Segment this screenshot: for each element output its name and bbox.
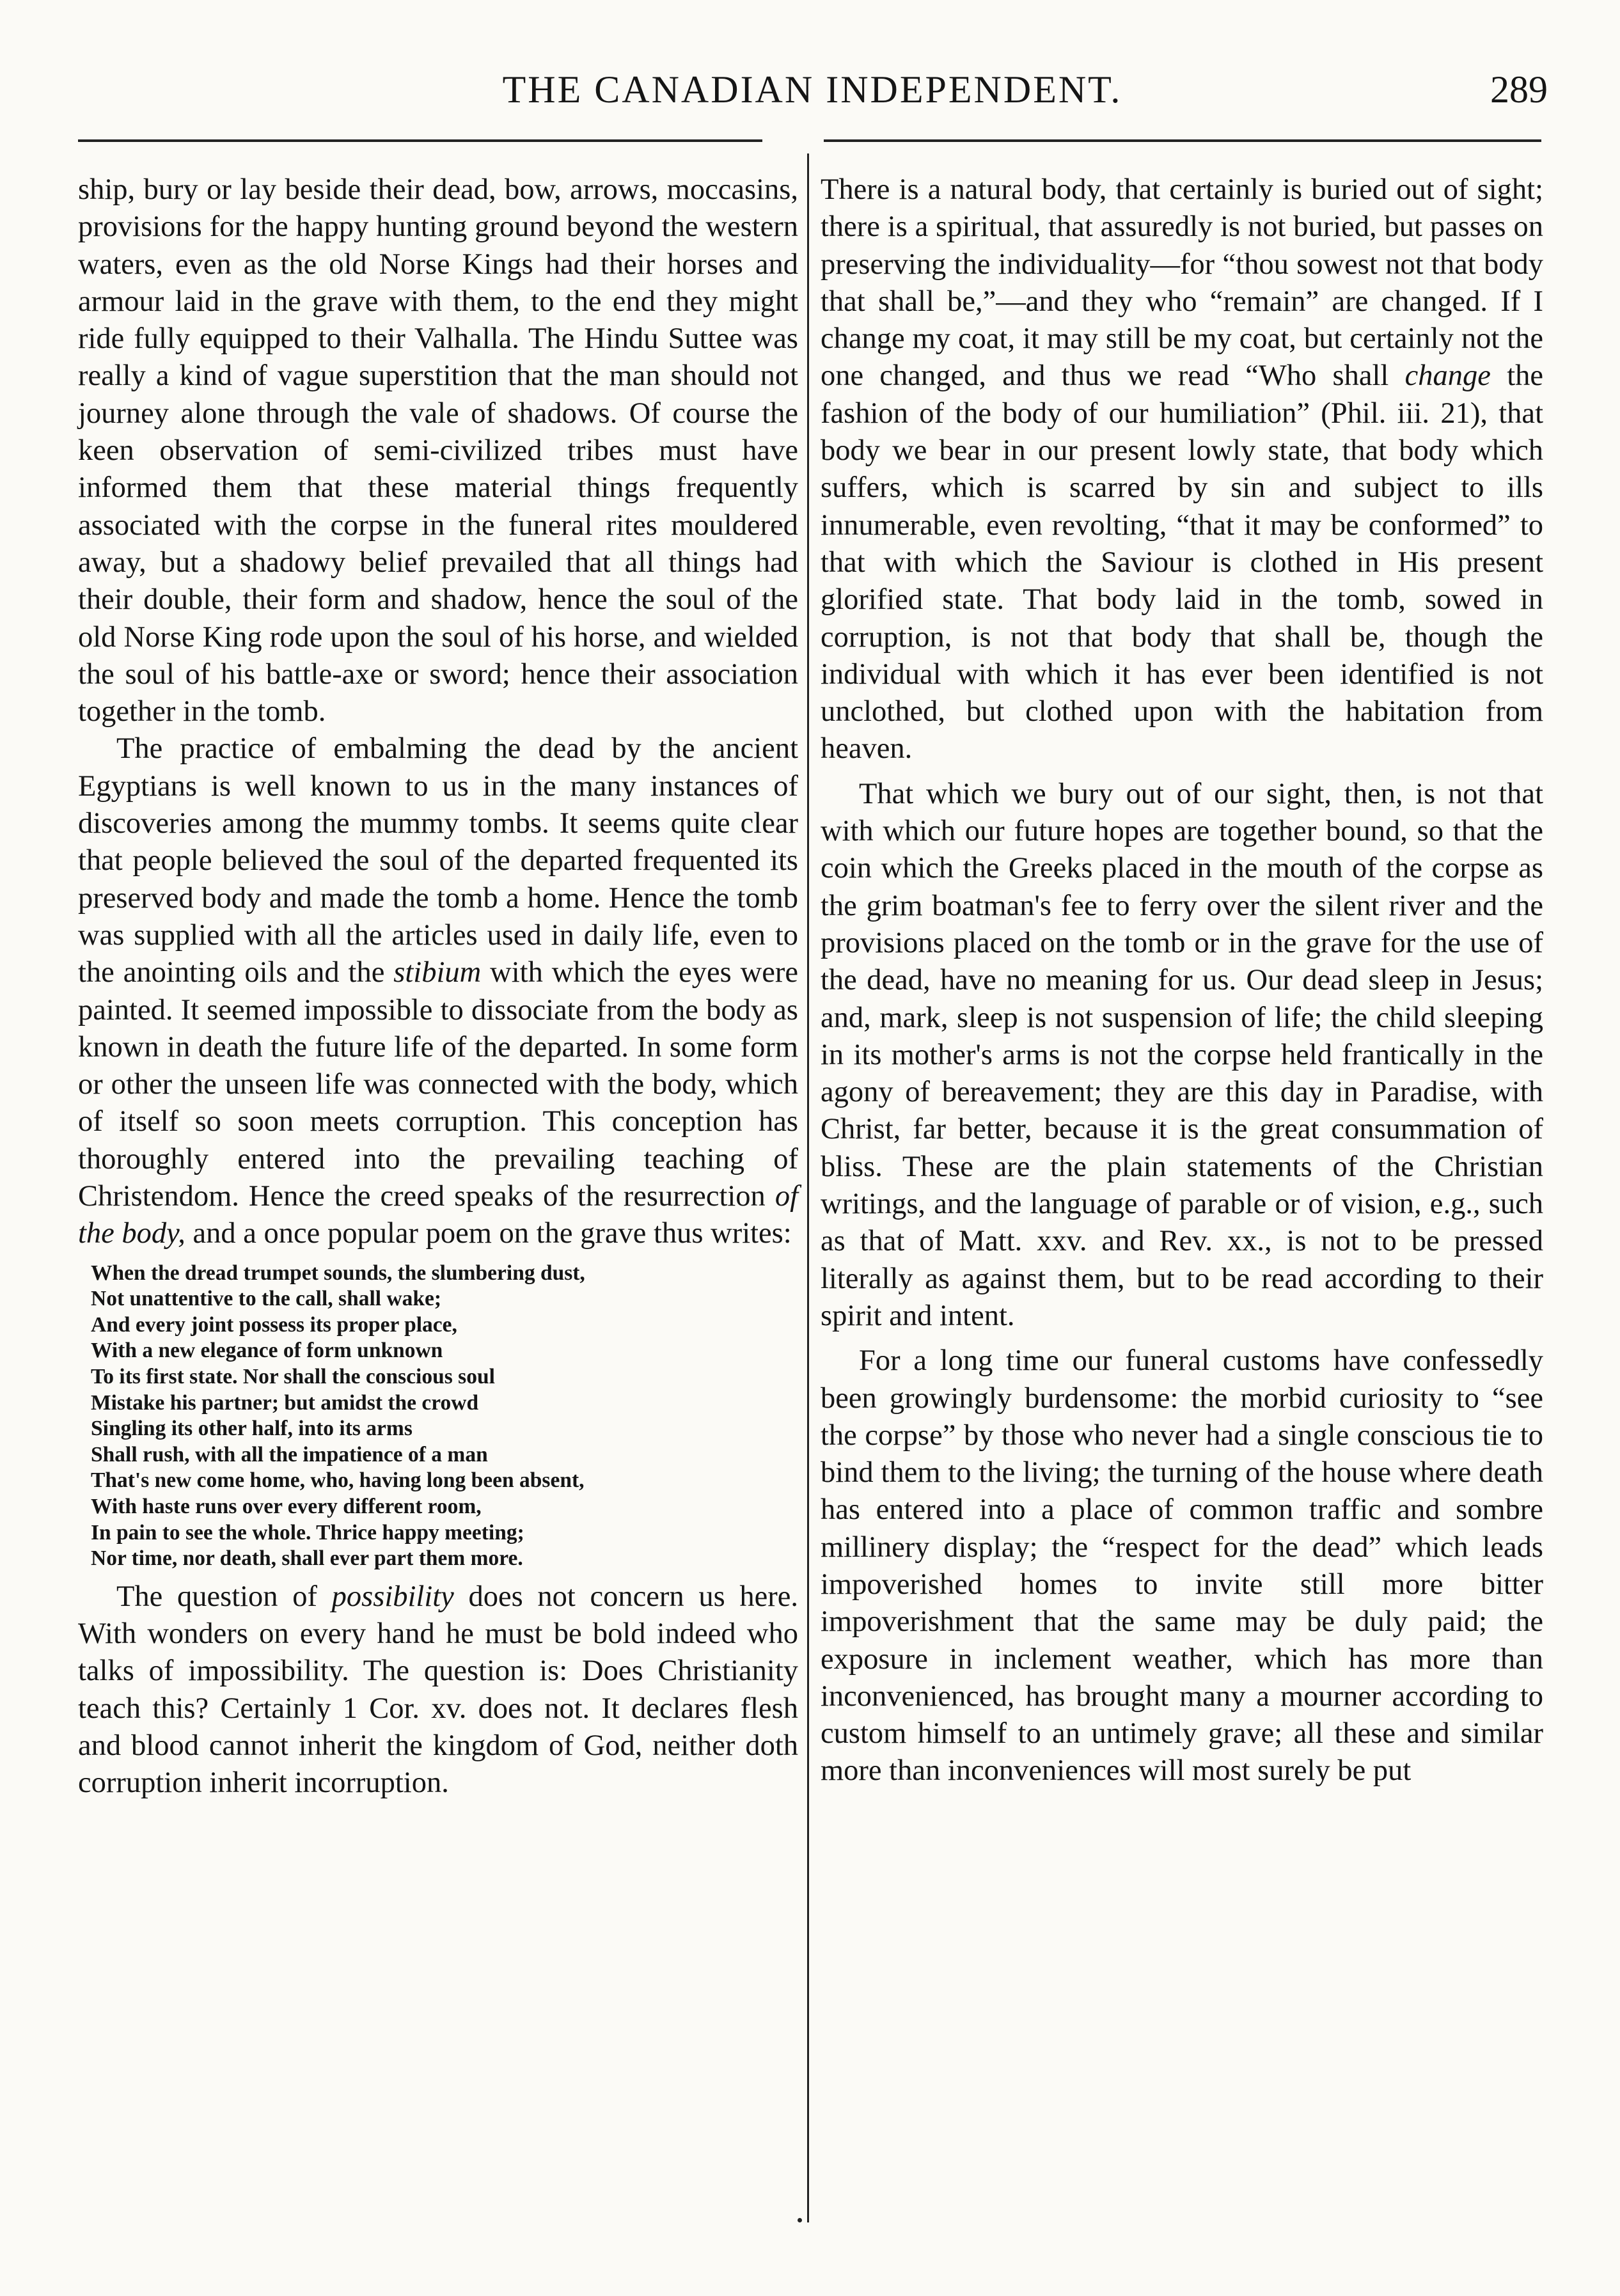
journal-title: THE CANADIAN INDEPENDENT. [502, 68, 1122, 111]
verse-line: And every joint possess its proper place, [91, 1312, 457, 1337]
paragraph: ship, bury or lay beside their dead, bow, arrows, moccasins, provisions for the happy hunting ground beyond the western waters, even as the old Norse Kings had their horses and armour laid in the grave with them, to the end they might ride fully equipped to their Valhalla. The Hindu Suttee was really a kind of vague superstition that the man should not journey alone through the vale of shadows. Of course the keen observation of semi-civilized tribes must have informed them that these material things frequently associated with the corpse in the funeral rites mouldered away, but a shadowy belief prevailed that all things had their double, their form and shadow, hence the soul of the old Norse King rode upon the soul of his horse, and wielded the soul of his battle-axe or sword; hence their association together in the tomb. [78, 173, 798, 728]
verse-line: Nor time, nor death, shall ever part them more. [91, 1546, 523, 1571]
text-run: The practice of embalming the dead by the ancient Egyptians is well known to us in the many instances of discoveries among the mummy tombs. It seems quite clear that people believed the soul of the departed frequented its preserved body and made the tomb a home. Hence the tomb was supplied with all the articles used in daily life, even to the anointing oils and the [78, 732, 798, 989]
text-run: There is a natural body, that certainly is buried out of sight; there is a spiritual, that assuredly is not buried, but passes on preserving the individuality—for “thou sowest not that body that shall be,”—and they who “remain” are changed. If I change my coat, it may still be my coat, but certainly not the one changed, and thus we read “Who shall [821, 173, 1543, 393]
text-run: does not concern us here. With wonders on every hand he must be bold indeed who talks of impossibility. The question is: Does Christianity teach this? Certainly 1 Cor. xv. does not. It declares flesh and blood cannot inherit the kingdom of God, neither doth corruption inherit incorruption. [78, 1580, 798, 1800]
verse-line: With a new elegance of form unknown [91, 1339, 443, 1363]
text-run: and a once popular poem on the grave thus writes: [185, 1217, 792, 1250]
paragraph [78, 1578, 798, 1802]
verse-line: Mistake his partner; but amidst the crowd [91, 1390, 479, 1415]
emphasis: change [1404, 359, 1491, 393]
verse-line: Shall rush, with all the impatience of a man [91, 1442, 488, 1466]
verse-line: Singling its other half, into its arms [91, 1417, 413, 1441]
paragraph: For a long time our funeral customs have confessedly been growingly burdensome: the morbid curiosity to “see the corpse” by those who never had a single conscious tie to bind them to the living; the turning of the house where death has entered into a place of common traffic and sombre millinery display; the “respect for the dead” which leads impoverished homes to invite still more bitter impoverishment that the same may be duly paid; the exposure in inclement weather, which has more than inconvenienced, has brought many a mourner according to custom himself to an untimely grave; all these and similar more than inconveniences will most surely be put [821, 1344, 1543, 1788]
emphasis: possibility [331, 1580, 454, 1613]
verse-line: In pain to see the whole. Thrice happy meeting; [91, 1520, 524, 1545]
verse-line: That's new come home, who, having long been absent, [91, 1468, 585, 1493]
verse-line: When the dread trumpet sounds, the slumbering dust, [91, 1261, 585, 1285]
column-divider [807, 153, 809, 2222]
right-column [821, 171, 1543, 1790]
emphasis: of the body, [78, 1180, 798, 1250]
text-run: with which the eyes were painted. It seemed impossible to dissociate from the body as known in death the future life of the departed. In some form or other the unseen life was connected with the body, which of itself so soon meets corruption. This conception has thoroughly entered into the prevailing teaching of Christendom. Hence the creed speaks of the resurrection [78, 956, 798, 1213]
paragraph [78, 730, 798, 1252]
text-run: The question of [116, 1580, 332, 1613]
verse-line: Not unattentive to the call, shall wake; [91, 1287, 442, 1311]
emphasis: stibium [393, 956, 482, 989]
running-header [77, 61, 1548, 118]
verse-line: To its first state. Nor shall the conscious soul [91, 1364, 495, 1388]
poem-quotation [91, 1261, 798, 1572]
paragraph: That which we bury out of our sight, then, is not that with which our future hopes are together bound, so that the coin which the Greeks placed in the mouth of the corpse as the grim boatman's fee to ferry over the silent river and the provisions placed on the tomb or in the grave for the use of the dead, have no meaning for us. Our dead sleep in Jesus; and, mark, sleep is not suspension of life; the child sleeping in its mother's arms is not the corpse held frantically in the agony of bereavement; they are this day in Paradise, with Christ, far better, because it is the great consummation of bliss. These are the plain statements of the Christian writings, and the language of parable or of vision, e.g., such as that of Matt. xxv. and Rev. xx., is not to be pressed literally as against them, but to be read according to their spirit and intent. [821, 777, 1543, 1332]
header-rule-left [78, 139, 762, 142]
header-rule-right [824, 139, 1541, 142]
verse-line: With haste runs over every different room, [91, 1494, 482, 1518]
text-run: the fashion of the body of our humiliation” (Phil. iii. 21), that body we bear in our present lowly state, that body which suffers, which is scarred by sin and subject to ills innumerable, even revolting, “that it may be conformed” to that with which the Saviour is clothed in His present glorified state. That body laid in the tomb, sowed in corruption, is not that body that shall be, though the individual with which it has ever been identified is not unclothed, but clothed upon with the habitation from heaven. [821, 359, 1544, 766]
paragraph [821, 171, 1543, 768]
page-number: 289 [1490, 68, 1548, 111]
ink-dot [798, 2218, 802, 2222]
left-column [78, 171, 798, 1802]
